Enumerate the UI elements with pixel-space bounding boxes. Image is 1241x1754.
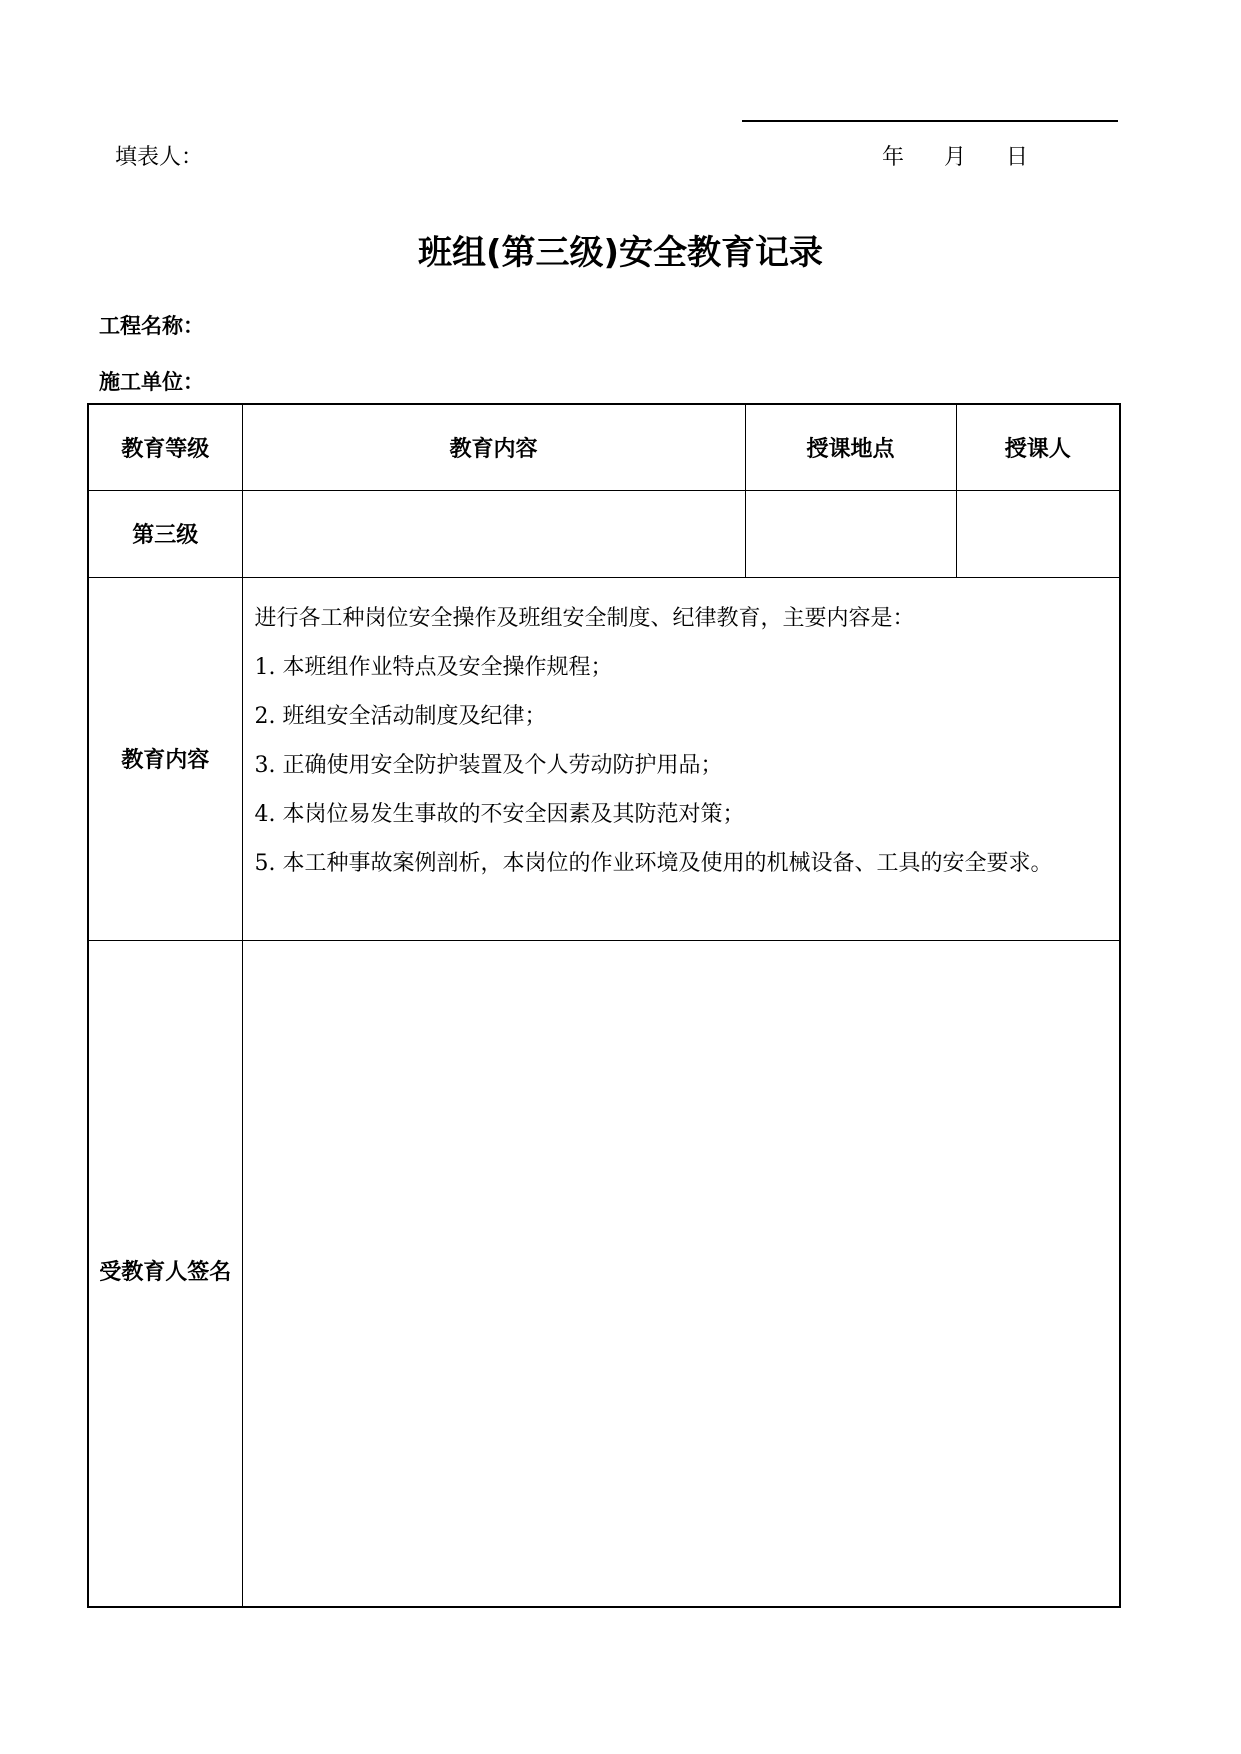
header-rule <box>742 120 1118 122</box>
content-item-4: 4. 本岗位易发生事故的不安全因素及其防范对策； <box>254 801 745 827</box>
lecturer-input-cell[interactable] <box>956 490 1120 577</box>
content-item-5: 5. 本工种事故案例剖析，本岗位的作业环境及使用的机械设备、工具的安全要求。 <box>254 850 1053 876</box>
content-intro: 进行各工种岗位安全操作及班组安全制度、纪律教育，主要内容是： <box>254 605 915 631</box>
date-day-label: 日 <box>1006 145 1029 170</box>
table-header-row <box>88 404 1120 490</box>
construction-unit-label: 施工单位： <box>99 370 204 394</box>
education-record-table <box>87 403 1121 1608</box>
date-field <box>882 140 1028 171</box>
content-item-3: 3. 正确使用安全防护装置及个人劳动防护用品； <box>254 752 723 778</box>
header-lecturer: 授课人 <box>956 404 1120 490</box>
content-row-label: 教育内容 <box>88 577 242 940</box>
signature-row <box>88 940 1120 1607</box>
level-row <box>88 490 1120 577</box>
filler-label: 填表人： <box>115 145 204 170</box>
date-month-label: 月 <box>944 145 967 170</box>
project-name-label: 工程名称： <box>99 314 204 338</box>
education-content-text <box>242 577 1120 940</box>
content-item-1: 1. 本班组作业特点及安全操作规程； <box>254 654 613 680</box>
signature-label: 受教育人签名 <box>88 940 242 1607</box>
page-title: 班组(第三级)安全教育记录 <box>417 233 824 273</box>
content-input-cell[interactable] <box>242 490 745 577</box>
content-item-2: 2. 班组安全活动制度及纪律； <box>254 703 547 729</box>
header-content: 教育内容 <box>242 404 745 490</box>
content-row <box>88 577 1120 940</box>
header-level: 教育等级 <box>88 404 242 490</box>
date-year-label: 年 <box>882 145 905 170</box>
signature-area[interactable] <box>242 940 1120 1607</box>
location-input-cell[interactable] <box>745 490 956 577</box>
level-value: 第三级 <box>88 490 242 577</box>
header-location: 授课地点 <box>745 404 956 490</box>
